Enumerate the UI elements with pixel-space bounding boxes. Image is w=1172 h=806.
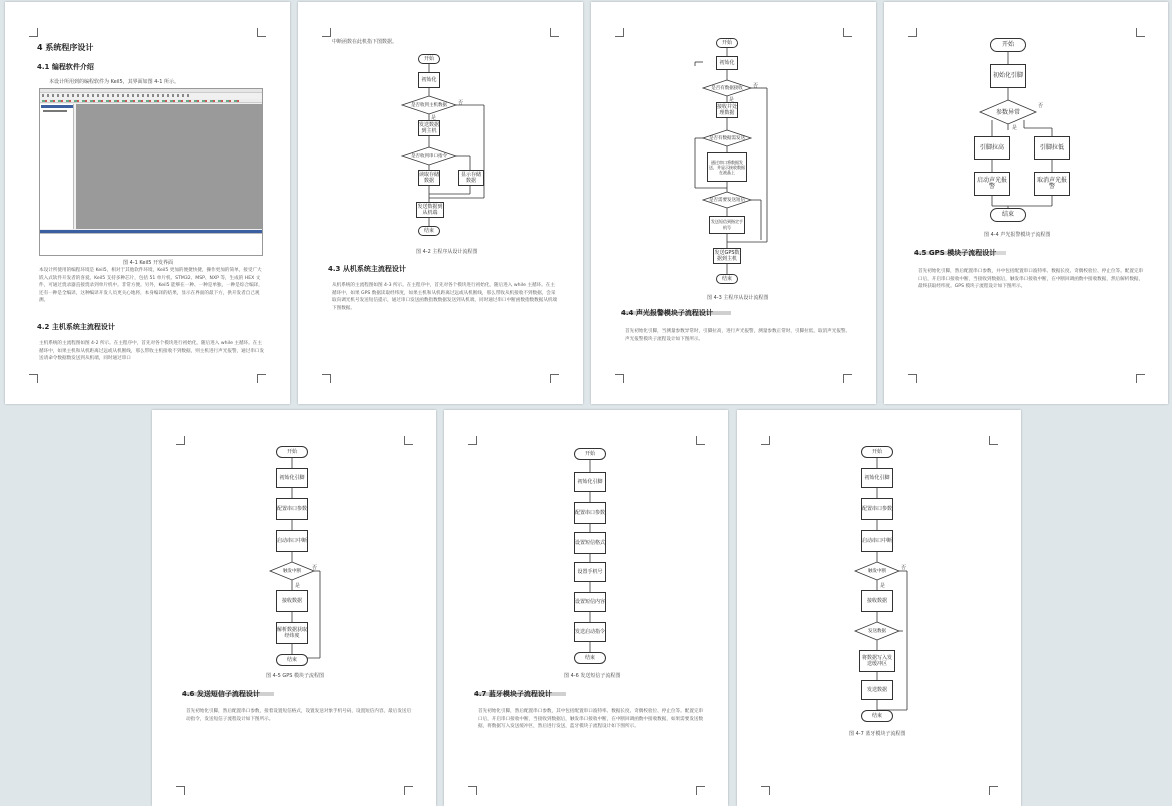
flow-init: 初始化引脚 bbox=[990, 64, 1026, 88]
no-label: 否 bbox=[312, 565, 318, 571]
flow-box-4: 发送GPS数据到主机 bbox=[714, 250, 740, 262]
flow-box-1: 接收并处理数据 bbox=[717, 104, 738, 116]
yes-label: 是 bbox=[295, 583, 301, 589]
paragraph-gps: 首先初始化引脚，然后配置串口参数，并中包括配置串口波特率、数据长度、奇偶校验位、停止位等。配置完串口后，开启串口接收中断，当接收到数据后，触发串口接收中断，在中断回调函数中接收数据，然后解析数据，最终获取经纬度。GPS 模块子流程设计如下图所示。 bbox=[918, 269, 1144, 289]
section-heading-4-1: 4.1 编程软件介绍 bbox=[37, 63, 94, 71]
paragraph-keil5: 本设计所使用的编程环境是 Keil5，相对于其他软件环境，Keil5 更加的便捷快捷，操作更加的简单，接受广大嵌入式软件开发者的喜爱。Keil5 支持多种芯片，包括 51 单片机、STM32、MSP、NXP 等，生成的 HEX 文件，可通过烧录器直接烧录到单片机中。非常方便。另外，Keil5 能够在一种、一种是单独，一种是综合编译，还有一种是全编译，这种编译开发人员更关心地将，本身编译的结果，显示在界面的最下方，供开发者自己观测。 bbox=[39, 268, 263, 303]
document-page-1[interactable] bbox=[5, 2, 290, 404]
flow-box-2: 配置串口参数 bbox=[276, 498, 308, 520]
flow-decision-2: 是否收到串口指令 bbox=[411, 153, 447, 159]
flow-box-4: 设置手机号 bbox=[574, 562, 606, 582]
section-heading-4-3: 4.3 从机系统主流程设计 bbox=[328, 265, 406, 273]
flow-box-3: 启动声光报警 bbox=[974, 172, 1010, 196]
flow-start: 开始 bbox=[574, 448, 606, 460]
flow-box-1: 初始化引脚 bbox=[861, 468, 893, 488]
intro-text: 本设计所用到的编程软件为 Keil5，其界面如图 4-1 所示。 bbox=[49, 79, 180, 85]
flow-decision-1: 触发中断 bbox=[868, 568, 886, 574]
flow-box-5: 设置短信内容 bbox=[574, 592, 606, 612]
flow-box-4: 取消声光报警 bbox=[1034, 172, 1070, 196]
section-heading-4-7: 4.7 蓝牙模块子流程设计 bbox=[474, 690, 552, 698]
flow-end: 结束 bbox=[990, 208, 1026, 222]
flowchart-lines bbox=[884, 2, 1168, 404]
paragraph-slave-flow: 从机系统的主流程图如图 4-3 所示。在主程序中，首先对各个模块进行初始化，随后进入 while 主循环。在主循环中，如果 GPS 数据读取经纬度，如果主机和从机距离过远或从机断线，那么带收从机接收不到数据，会采取向调光机号发送短信提示，通过串口发送函数指数数据发送到从机端，同时通过串口中断函数指数数据从机端下图数据。 bbox=[332, 283, 558, 311]
flow-box-2: 通过串口将数据发送，并显示接收数据在液晶上 bbox=[707, 152, 747, 182]
figure-caption-4-1: 图 4-1 Keil5 开发界面 bbox=[123, 260, 174, 266]
figure-caption-4-2: 图 4-2 主程序从设计流程图 bbox=[416, 249, 478, 255]
chapter-heading: 4 系统程序设计 bbox=[37, 43, 94, 52]
flow-box-6: 发送数据 bbox=[861, 680, 893, 700]
flow-box-2: 配置串口参数 bbox=[574, 502, 606, 524]
flow-end: 结束 bbox=[574, 652, 606, 664]
document-page-3[interactable] bbox=[591, 2, 876, 404]
flow-box-5: 解析数据获取经纬度 bbox=[276, 622, 308, 644]
section-heading-4-5: 4.5 GPS 模块子流程设计 bbox=[914, 249, 997, 257]
top-text: 中断函数在此机指下图数据。 bbox=[332, 39, 398, 45]
flow-box-4: 接收数据 bbox=[276, 590, 308, 612]
flow-decision-2: 是否有数据需发送 bbox=[709, 135, 745, 141]
flow-end: 结束 bbox=[418, 226, 440, 236]
figure-caption-4-7: 图 4-7 蓝牙模块子流程图 bbox=[849, 731, 906, 737]
document-page-5[interactable] bbox=[152, 410, 436, 806]
figure-caption-4-4: 图 4-4 声光报警模块子流程图 bbox=[984, 232, 1051, 238]
flow-init: 初始化 bbox=[716, 56, 738, 70]
flow-box-2: 配置串口参数 bbox=[861, 498, 893, 520]
yes-label: 是 bbox=[880, 583, 886, 589]
flow-end: 结束 bbox=[716, 274, 738, 284]
yes-label: 是 bbox=[729, 97, 735, 103]
flow-box-1: 发送数据到主机 bbox=[419, 122, 440, 134]
figure-caption-4-3: 图 4-3 主程序从设计流程图 bbox=[707, 295, 769, 301]
flow-box-5: 将数据写入发送缓冲区 bbox=[859, 650, 895, 672]
flow-start: 开始 bbox=[418, 54, 440, 64]
flow-start: 开始 bbox=[716, 38, 738, 48]
no-label: 否 bbox=[458, 100, 464, 106]
flow-box-3: 启动串口中断 bbox=[276, 530, 308, 552]
flow-end: 结束 bbox=[861, 710, 893, 722]
paragraph-sms: 首先初始化引脚，然后配置串口参数，接着设置短信格式，设置发送对象手机号码，设置短信内容，最后发送启动指令，发送短信子流程设计如下图所示。 bbox=[186, 709, 412, 722]
flow-decision-1: 是否有数据接收 bbox=[711, 85, 743, 91]
section-heading-4-4: 4.4 声光报警模块子流程设计 bbox=[621, 309, 713, 317]
yes-label: 是 bbox=[1012, 125, 1018, 131]
flow-box-3: 发送短信到指定手机号 bbox=[709, 216, 745, 234]
paragraph-alarm: 首先初始化引脚，当测量参数异常时，引脚拉高，进行声光报警，测量参数正常时，引脚拉低，取消声光报警。声光报警模块子流程设计如下图所示。 bbox=[625, 329, 851, 342]
flow-decision-2: 发送数据 bbox=[868, 628, 886, 634]
flow-box-3: 启动串口中断 bbox=[861, 530, 893, 552]
flow-box-2: 读取存储数据 bbox=[419, 172, 440, 184]
flow-box-1: 引脚拉高 bbox=[974, 136, 1010, 160]
figure-caption-4-5: 图 4-5 GPS 模块子流程图 bbox=[266, 673, 324, 679]
flow-box-4: 发送数据到从机端 bbox=[417, 204, 443, 216]
section-heading-4-2: 4.2 主机系统主流程设计 bbox=[37, 323, 115, 331]
yes-label: 是 bbox=[431, 115, 437, 121]
no-label: 否 bbox=[753, 83, 759, 89]
flow-decision-1: 参数异常 bbox=[995, 108, 1020, 116]
flow-decision-1: 是否收到主机数据 bbox=[411, 102, 447, 108]
flow-box-3: 设置短信格式 bbox=[574, 532, 606, 554]
document-page-4[interactable] bbox=[884, 2, 1168, 404]
flow-box-6: 发送启动指令 bbox=[574, 622, 606, 642]
flow-decision-3: 是否需要发送短信 bbox=[709, 197, 745, 203]
flow-box-4: 接收数据 bbox=[861, 590, 893, 612]
section-heading-4-6: 4.6 发送短信子流程设计 bbox=[182, 690, 260, 698]
flow-end: 结束 bbox=[276, 654, 308, 666]
flow-start: 开始 bbox=[276, 446, 308, 458]
flow-start: 开始 bbox=[861, 446, 893, 458]
flow-box-1: 初始化引脚 bbox=[276, 468, 308, 488]
flow-box-1: 初始化引脚 bbox=[574, 472, 606, 492]
document-page-2[interactable] bbox=[298, 2, 583, 404]
keil5-screenshot-figure bbox=[39, 88, 263, 256]
flow-box-3: 显示存储数据 bbox=[458, 170, 484, 186]
flow-decision-1: 触发中断 bbox=[283, 568, 301, 574]
no-label: 否 bbox=[901, 565, 907, 571]
figure-caption-4-6: 图 4-6 发送短信子流程图 bbox=[564, 673, 621, 679]
document-page-7[interactable] bbox=[737, 410, 1021, 806]
paragraph-main-flow: 主机系统的主流程图如图 4-2 所示。在主程序中，首先对各个模块进行初始化，随后进入 while 主循环。在主循环中，如果主机和从机距离过远或从机断线，那么带收主机接收不到数据，则主机进行声光报警，通过串口发送请命令数据数发送到从机端，同时通过串口 bbox=[39, 341, 265, 361]
paragraph-bluetooth: 首先初始化引脚，然后配置串口参数，其中包括配置串口波特率、数据长度、奇偶校验位、停止位等。配置完串口后，开启串口接收中断，当接收到数据后，触发串口接收中断，在中断回调函数中接收数据，如果需要发送数据，将数据写入发送缓冲区，然后进行发送，蓝牙模块子流程设计如下图所示。 bbox=[478, 709, 704, 729]
flow-start: 开始 bbox=[990, 38, 1026, 52]
flow-init: 初始化 bbox=[418, 72, 440, 88]
no-label: 否 bbox=[1038, 103, 1044, 109]
flow-box-2: 引脚拉低 bbox=[1034, 136, 1070, 160]
document-page-6[interactable] bbox=[444, 410, 728, 806]
